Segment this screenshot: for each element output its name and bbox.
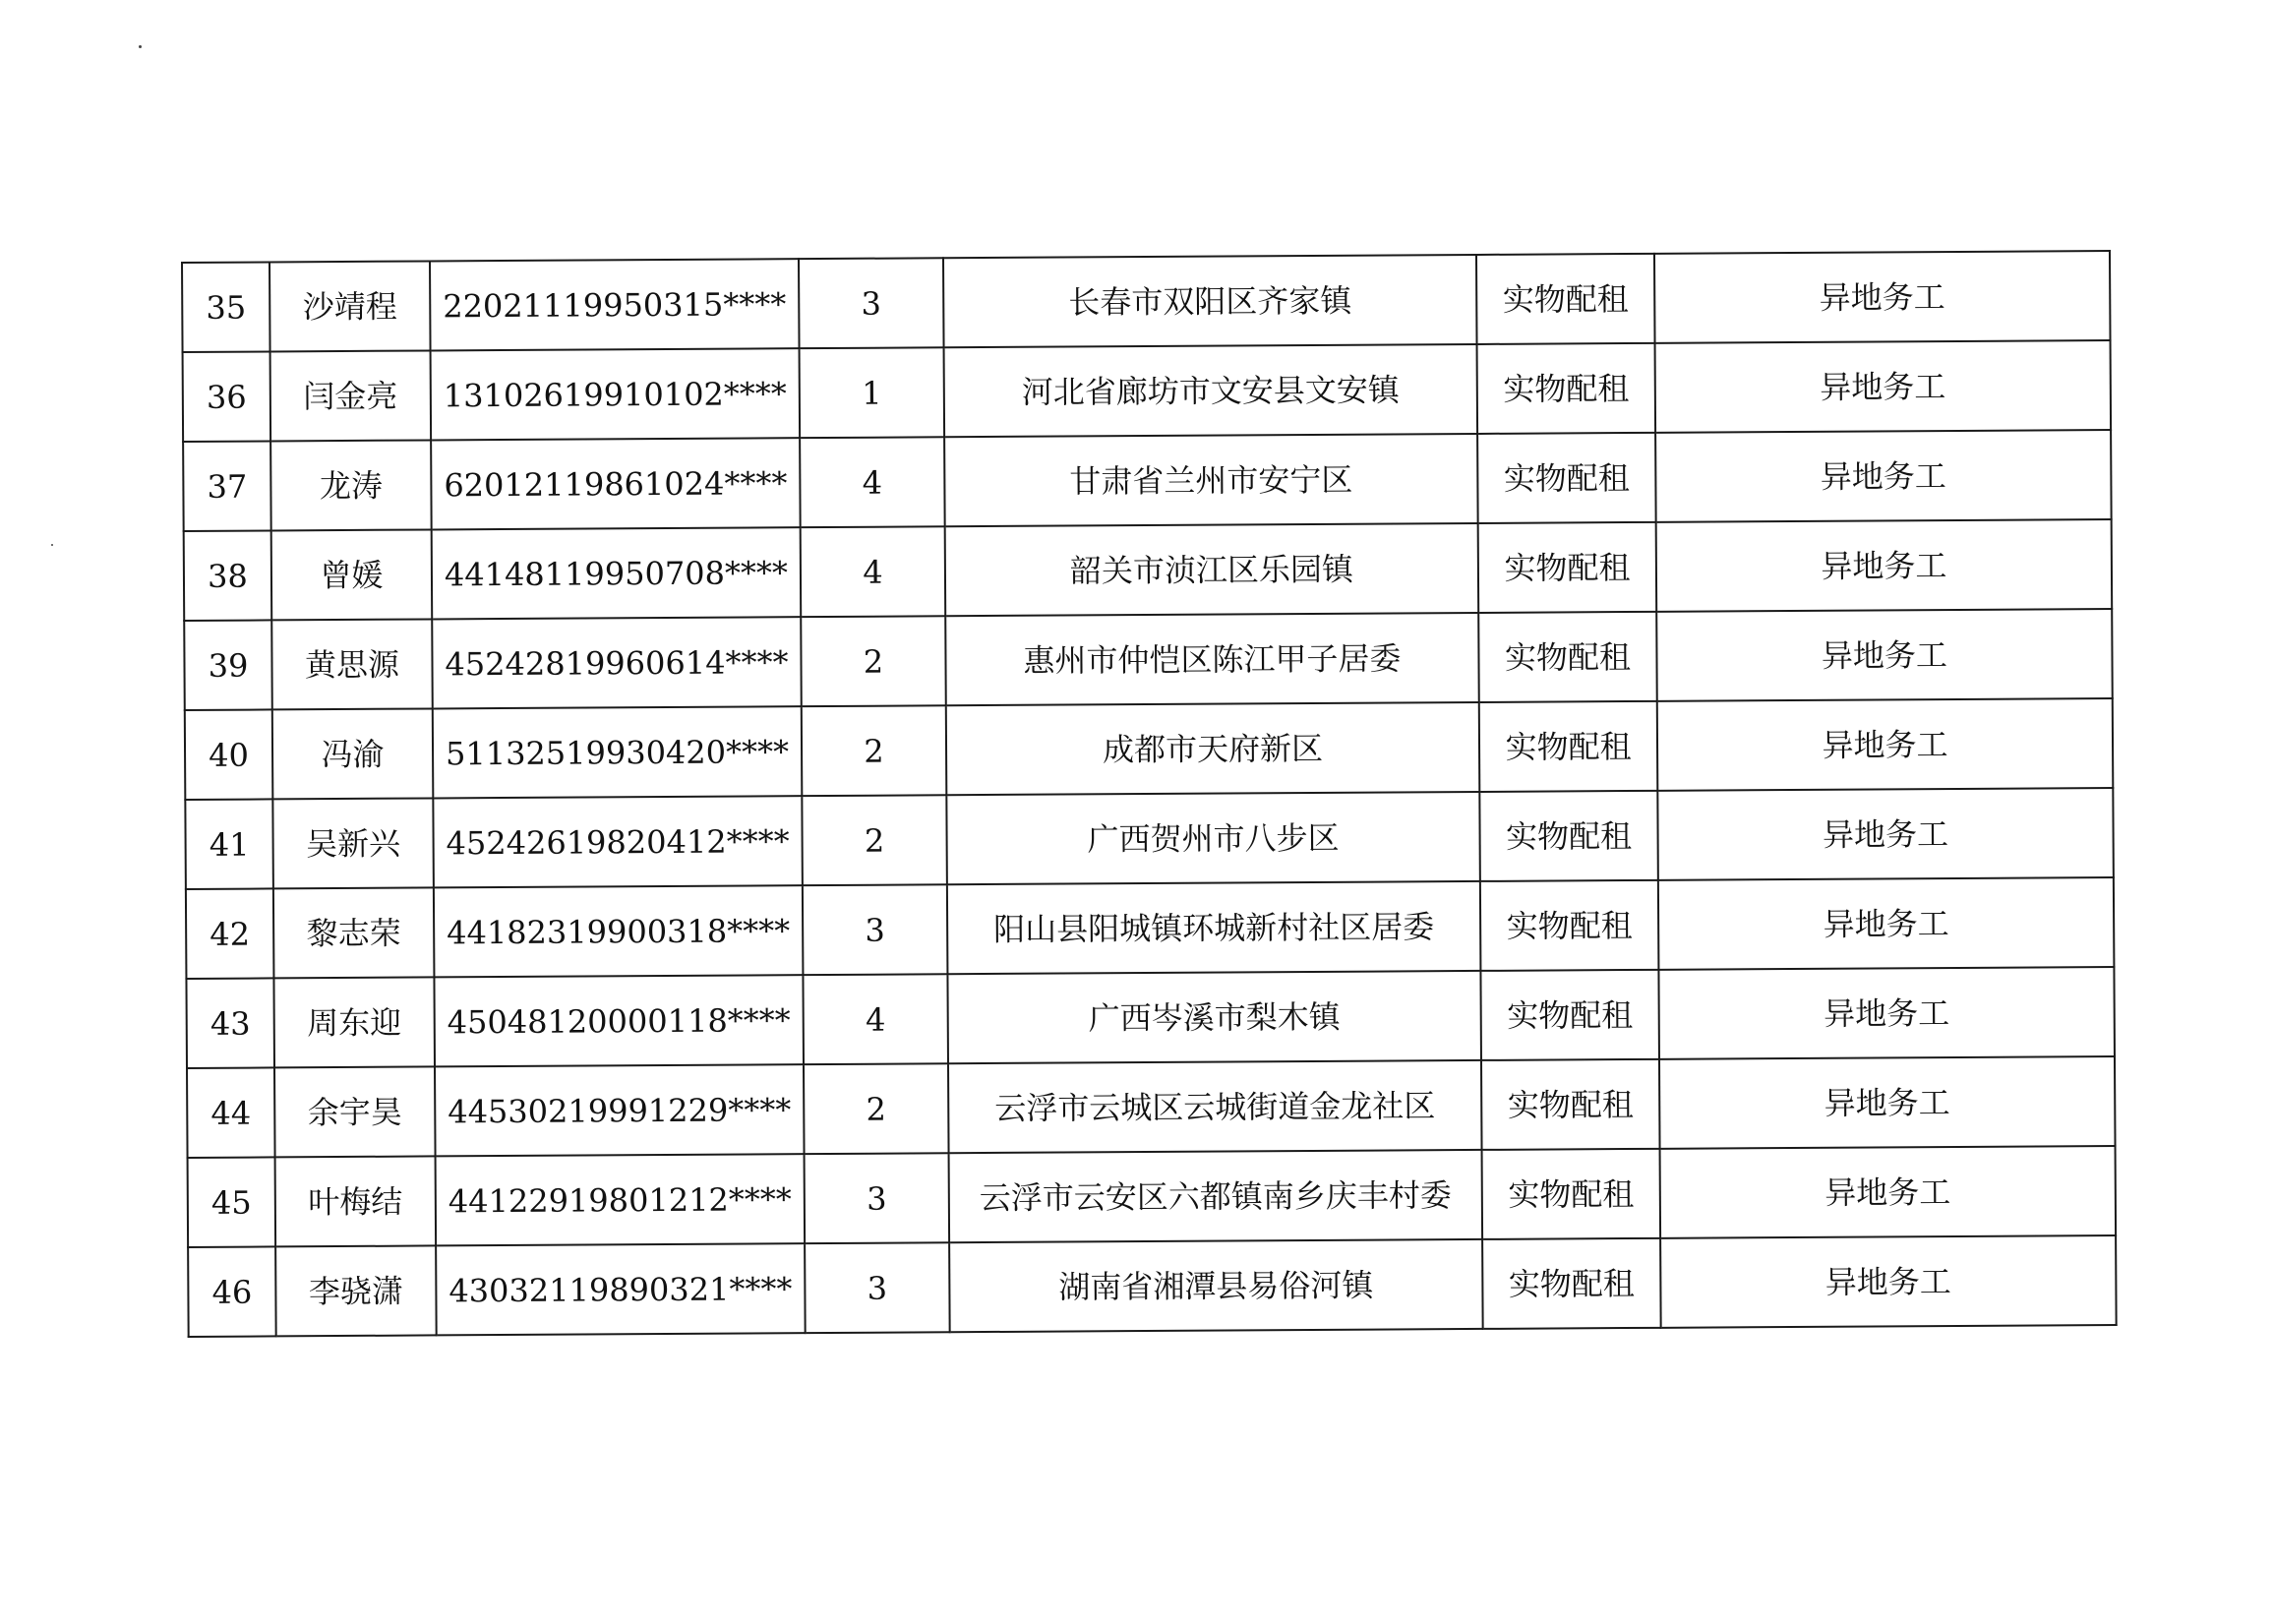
roster-table-body	[182, 251, 2117, 1337]
id-number: 44148119950708****	[432, 527, 802, 619]
applicant-name: 叶梅结	[275, 1156, 437, 1246]
row-number: 42	[186, 888, 274, 979]
applicant-name: 吴新兴	[272, 798, 434, 888]
applicant-name: 李骁潇	[275, 1245, 437, 1336]
reason: 异地务工	[1659, 1056, 2116, 1149]
reason: 异地务工	[1657, 788, 2114, 880]
applicant-name: 黄思源	[271, 619, 433, 709]
scan-speck	[51, 544, 53, 546]
table-row	[183, 430, 2112, 531]
row-number: 46	[188, 1246, 276, 1337]
reason: 异地务工	[1657, 698, 2114, 791]
household-count: 3	[803, 884, 948, 975]
table-row	[185, 698, 2114, 800]
id-number: 45048120000118****	[434, 975, 804, 1066]
address: 惠州市仲恺区陈江甲子居委	[945, 613, 1479, 705]
id-number: 44530219991229****	[435, 1064, 805, 1156]
reason: 异地务工	[1655, 340, 2112, 433]
allocation-type: 实物配租	[1480, 880, 1659, 971]
address: 成都市天府新区	[946, 702, 1480, 795]
address: 长春市双阳区齐家镇	[943, 255, 1477, 347]
allocation-type: 实物配租	[1476, 254, 1655, 344]
reason: 异地务工	[1656, 609, 2113, 701]
household-count: 4	[800, 437, 945, 527]
allocation-type: 实物配租	[1481, 1059, 1660, 1150]
applicant-name: 闫金亮	[270, 350, 432, 441]
row-number: 41	[185, 799, 273, 889]
id-number: 51132519930420****	[433, 706, 803, 798]
id-number: 45242819960614****	[432, 617, 802, 708]
applicant-name: 黎志荣	[273, 887, 435, 978]
id-number: 43032119890321****	[436, 1243, 806, 1335]
row-number: 38	[184, 530, 272, 621]
id-number: 22021119950315****	[430, 259, 800, 350]
household-count: 3	[805, 1153, 950, 1243]
reason: 异地务工	[1660, 1235, 2117, 1328]
table-row	[184, 519, 2113, 621]
id-number: 45242619820412****	[433, 796, 803, 887]
row-number: 39	[184, 620, 272, 710]
address: 云浮市云安区六都镇南乡庆丰村委	[949, 1150, 1483, 1242]
table-row	[187, 1056, 2116, 1158]
reason: 异地务工	[1658, 877, 2115, 970]
allocation-type: 实物配租	[1478, 522, 1657, 613]
row-number: 36	[183, 351, 271, 442]
allocation-type: 实物配租	[1482, 1149, 1661, 1239]
roster-table	[181, 250, 2118, 1338]
address: 阳山县阳城镇环城新村社区居委	[947, 881, 1481, 974]
household-count: 2	[804, 1063, 949, 1154]
table-row	[188, 1235, 2117, 1337]
row-number: 37	[183, 441, 271, 531]
allocation-type: 实物配租	[1482, 1238, 1661, 1329]
address: 甘肃省兰州市安宁区	[944, 434, 1478, 526]
table-row	[184, 609, 2113, 710]
reason: 异地务工	[1655, 430, 2112, 522]
id-number: 44122919801212****	[436, 1154, 806, 1245]
table-row	[186, 877, 2115, 979]
household-count: 3	[799, 258, 944, 348]
address: 广西贺州市八步区	[946, 792, 1480, 884]
household-count: 2	[802, 705, 947, 796]
applicant-name: 曾媛	[271, 529, 433, 620]
allocation-type: 实物配租	[1479, 791, 1658, 881]
address: 湖南省湘潭县易俗河镇	[949, 1239, 1483, 1332]
row-number: 43	[186, 978, 274, 1068]
row-number: 44	[187, 1067, 275, 1158]
household-count: 4	[801, 526, 946, 617]
allocation-type: 实物配租	[1479, 701, 1658, 792]
allocation-type: 实物配租	[1478, 612, 1657, 702]
household-count: 4	[803, 974, 948, 1064]
reason: 异地务工	[1654, 251, 2111, 343]
table-row	[183, 340, 2112, 442]
id-number: 44182319900318****	[434, 885, 804, 977]
scan-speck	[139, 45, 142, 48]
roster-table-wrap	[181, 250, 2116, 1338]
household-count: 2	[802, 795, 947, 885]
id-number: 13102619910102****	[431, 348, 801, 440]
allocation-type: 实物配租	[1477, 343, 1656, 434]
table-row	[186, 967, 2115, 1068]
table-row	[188, 1146, 2117, 1247]
allocation-type: 实物配租	[1477, 433, 1656, 523]
row-number: 45	[188, 1157, 276, 1247]
row-number: 40	[185, 709, 273, 800]
household-count: 3	[805, 1242, 950, 1333]
id-number: 62012119861024****	[431, 438, 801, 529]
table-row	[182, 251, 2111, 352]
address: 云浮市云城区云城街道金龙社区	[948, 1060, 1482, 1153]
address: 韶关市浈江区乐园镇	[945, 523, 1479, 616]
allocation-type: 实物配租	[1480, 970, 1659, 1060]
reason: 异地务工	[1656, 519, 2113, 612]
household-count: 1	[800, 347, 945, 438]
household-count: 2	[801, 616, 946, 706]
reason: 异地务工	[1660, 1146, 2117, 1238]
applicant-name: 龙涛	[270, 440, 432, 530]
applicant-name: 余宇昊	[274, 1066, 436, 1157]
applicant-name: 冯渝	[272, 708, 434, 799]
address: 广西岑溪市梨木镇	[947, 971, 1481, 1063]
table-row	[185, 788, 2114, 889]
reason: 异地务工	[1658, 967, 2115, 1059]
applicant-name: 沙靖程	[269, 261, 431, 351]
row-number: 35	[182, 262, 270, 352]
address: 河北省廊坊市文安县文安镇	[944, 344, 1478, 437]
applicant-name: 周东迎	[273, 977, 435, 1067]
